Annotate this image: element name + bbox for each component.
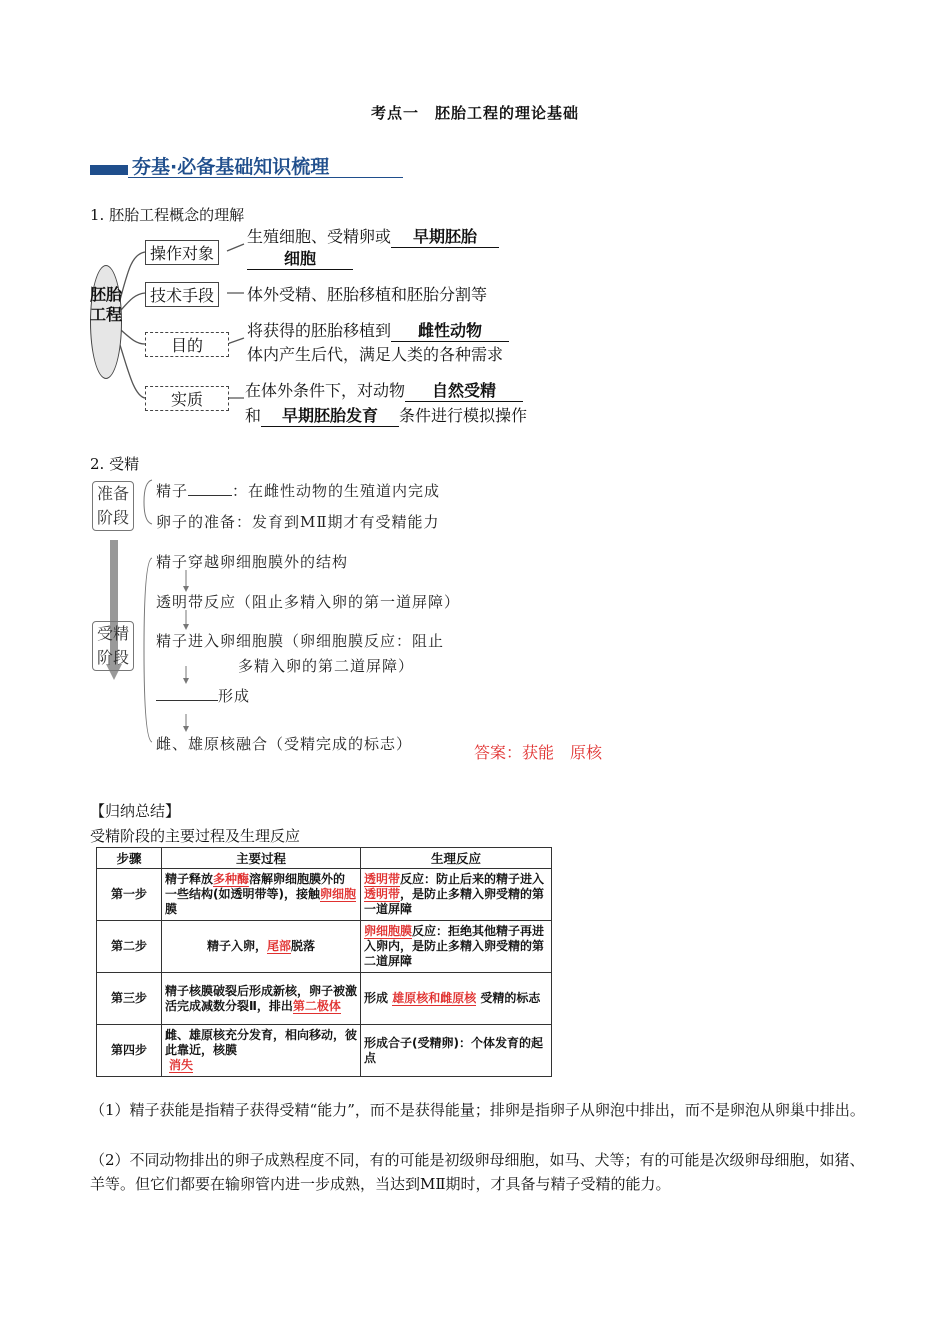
technique-text: 体外受精、胚胎移植和胚胎分割等: [247, 285, 488, 304]
label-essence: 实质: [145, 386, 229, 411]
prep-egg-line: 卵子的准备：发育到MⅡ期才有受精能力: [156, 513, 440, 531]
essence-line2: [245, 403, 527, 427]
fert-step4: [156, 685, 250, 706]
highlight: 透明带: [364, 887, 401, 901]
answer-text: 答案：获能 原核: [474, 743, 603, 762]
step-cell: 第一步: [97, 869, 162, 921]
fert-step3a: 精子进入卵细胞膜（卵细胞膜反应：阻止: [156, 632, 445, 650]
note-1: （1）精子获能是指精子获得受精“能力”，而不是获得能量；排卵是指卵子从卵泡中排出，而不是卵泡从卵巢中排出。: [90, 1101, 865, 1119]
answer-natural-fertilization: 自然受精: [405, 378, 523, 402]
header-reaction: 生理反应: [361, 848, 552, 869]
operation-target-line1: [247, 224, 499, 248]
stage-fertilization: 受精阶段: [92, 621, 134, 671]
highlight: 多种酶: [213, 872, 250, 886]
section2-heading: 2. 受精: [90, 455, 140, 473]
mindmap-connectors: [0, 0, 950, 440]
operation-target-line2: [247, 246, 353, 270]
fert-step2: 透明带反应（阻止多精入卵的第一道屏障）: [156, 593, 461, 611]
text: 形成合子(受精卵)：个体发育的起点: [364, 1035, 543, 1065]
process-cell: [162, 1025, 361, 1077]
text: 受精的标志: [480, 991, 541, 1005]
header-step: 步骤: [97, 848, 162, 869]
note-2: （2）不同动物排出的卵子成熟程度不同，有的可能是初级卵母细胞，如马、犬等；有的可能是次级卵母细胞，如猪、羊等。但它们都要在输卵管内进一步成熟，当达到MⅡ期时，才具备与精子受精的能力。: [90, 1151, 865, 1193]
step-cell: 第二步: [97, 921, 162, 973]
label-technique: 技术手段: [145, 282, 219, 307]
table-row: [97, 1025, 552, 1077]
goal-line1: [247, 318, 509, 342]
summary-subheading: 受精阶段的主要过程及生理反应: [90, 827, 301, 845]
prep-sperm-label: 精子: [156, 482, 189, 500]
process-cell: [162, 869, 361, 921]
label-operation-target: 操作对象: [145, 240, 219, 265]
text: ，是防止多精入卵受精的第一道屏障: [364, 887, 545, 916]
banner-text: 夯基·必备基础知识梳理: [132, 156, 330, 178]
table-row: [97, 973, 552, 1025]
text: 形成: [364, 991, 389, 1005]
prep-sperm-text: ：在雌性动物的生殖道内完成: [232, 482, 441, 500]
page-title: 考点一 胚胎工程的理论基础: [370, 104, 579, 122]
summary-table: [96, 847, 552, 1077]
label-goal: 目的: [145, 332, 229, 357]
highlight: 卵细胞膜: [364, 924, 413, 938]
text: 脱落: [291, 939, 316, 953]
step-cell: 第四步: [97, 1025, 162, 1077]
answer-early-embryo: 早期胚胎: [391, 224, 499, 248]
highlight: 消失: [169, 1058, 194, 1072]
section1-heading: 1. 胚胎工程概念的理解: [90, 206, 245, 224]
essence-text2a: 和: [245, 406, 262, 425]
stage-preparation: 准备阶段: [92, 481, 134, 531]
essence-line1: [245, 378, 523, 402]
highlight: 透明带: [364, 872, 401, 886]
highlight: 第二极体: [292, 998, 341, 1013]
goal-text1: 将获得的胚胎移植到: [247, 321, 392, 340]
blank-pronucleus: [156, 700, 218, 701]
text: 精子释放: [165, 872, 214, 886]
prep-sperm-line: [156, 480, 440, 501]
operation-target-text: 生殖细胞、受精卵或: [247, 227, 392, 246]
essence-text2b: 条件进行模拟操作: [399, 406, 528, 425]
text: 精子入卵，: [206, 939, 267, 953]
blank-capacitation: [188, 495, 232, 496]
answer-early-embryo-development: 早期胚胎发育: [261, 403, 399, 427]
text: 反应：防止后来的精子进入: [400, 872, 545, 886]
summary-heading: 【归纳总结】: [90, 802, 181, 820]
header-process: 主要过程: [162, 848, 361, 869]
highlight: 雄原核和雌原核: [392, 991, 477, 1005]
highlight: 卵细胞: [319, 887, 356, 901]
essence-text1: 在体外条件下，对动物: [245, 381, 406, 400]
reaction-cell: [361, 973, 552, 1025]
step-cell: 第三步: [97, 973, 162, 1025]
process-cell: [162, 973, 361, 1025]
table-row: [97, 869, 552, 921]
text: 反应：拒绝其他精子再进入卵内，是防止多精入卵受精的第二道屏障: [364, 924, 545, 968]
text: 溶解卵细胞膜外的一些结构(如透明带等)，接触: [165, 872, 346, 901]
answer-female-animal: 雌性动物: [391, 318, 509, 342]
fert-step5: 雌、雄原核融合（受精完成的标志）: [156, 735, 413, 753]
reaction-cell: [361, 869, 552, 921]
fert-step3b: 多精入卵的第二道屏障）: [238, 657, 415, 675]
text: 精子核膜破裂后形成新核，卵子被激活完成减数分裂Ⅱ，排出: [165, 983, 358, 1013]
table-header-row: [97, 848, 552, 869]
fert-step1: 精子穿越卵细胞膜外的结构: [156, 553, 349, 571]
fert-step4-text: 形成: [218, 687, 251, 705]
center-label: 胚胎工程: [90, 285, 123, 324]
text: 膜: [165, 902, 178, 916]
process-cell: [162, 921, 361, 973]
highlight: 尾部: [266, 939, 291, 953]
answer-cell: 细胞: [247, 246, 353, 270]
reaction-cell: [361, 1025, 552, 1077]
goal-text2: 体内产生后代，满足人类的各种需求: [247, 345, 504, 364]
text: 雌、雄原核充分发育，相向移动，彼此靠近，核膜: [165, 1028, 358, 1057]
reaction-cell: [361, 921, 552, 973]
table-row: [97, 921, 552, 973]
